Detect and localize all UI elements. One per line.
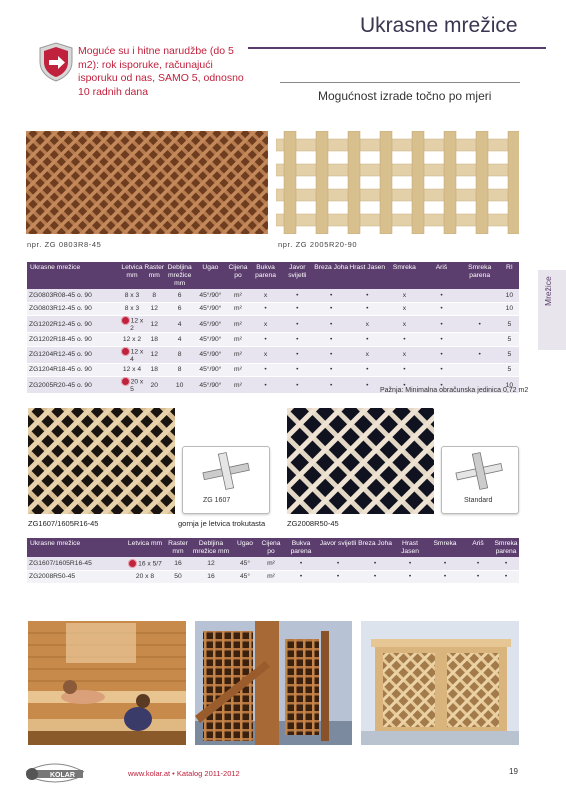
table-cell: ZG1202R18-45 o. 90 bbox=[27, 333, 120, 347]
table-cell: • bbox=[357, 557, 393, 570]
table-cell: 8 bbox=[165, 346, 195, 363]
table-cell bbox=[120, 377, 143, 394]
table-cell: • bbox=[423, 363, 459, 377]
table-cell: • bbox=[313, 289, 349, 302]
page-title: Ukrasne mrežice bbox=[360, 14, 518, 37]
table-row bbox=[27, 302, 519, 316]
table-cell: • bbox=[423, 289, 459, 302]
minimum-unit-note: Pažnja: Minimalna obračunska jedinica 0,72 m2 bbox=[380, 387, 529, 394]
table-cell: x bbox=[385, 289, 423, 302]
arrow-shield-icon bbox=[38, 42, 74, 82]
cell-value: 16 x 5/7 bbox=[138, 560, 162, 568]
column-header: Ariš bbox=[463, 538, 493, 557]
table-row bbox=[27, 557, 519, 570]
column-header: Cijena po bbox=[226, 262, 249, 289]
table-cell: • bbox=[460, 316, 500, 333]
table-cell: 12 bbox=[144, 302, 165, 316]
table-cell: • bbox=[423, 333, 459, 347]
side-tab bbox=[538, 270, 566, 350]
table-cell: • bbox=[313, 316, 349, 333]
table-cell: • bbox=[319, 570, 357, 584]
kolar-logo bbox=[22, 758, 88, 784]
table-cell: 45°/90° bbox=[195, 346, 227, 363]
lattice-photo-zg2008 bbox=[287, 408, 434, 514]
column-header: Raster mm bbox=[165, 538, 191, 557]
table-cell: • bbox=[250, 377, 282, 394]
table-cell: • bbox=[281, 302, 313, 316]
table-header-row bbox=[27, 262, 519, 289]
caption-zg0803: npr. ZG 0803R8-45 bbox=[27, 240, 102, 249]
table-cell: 45° bbox=[231, 557, 259, 570]
table-cell: • bbox=[349, 363, 385, 377]
table-cell: • bbox=[357, 570, 393, 584]
special-order-icon bbox=[128, 559, 137, 568]
table-cell bbox=[120, 346, 143, 363]
svg-text:KOLAR: KOLAR bbox=[50, 772, 75, 779]
table-cell: 45°/90° bbox=[195, 302, 227, 316]
table-cell: • bbox=[283, 557, 319, 570]
table-cell: 4 bbox=[165, 316, 195, 333]
table-cell: • bbox=[423, 377, 459, 394]
cell-value: 12 x 4 bbox=[130, 347, 144, 363]
table-cell: 16 bbox=[165, 557, 191, 570]
table-cell bbox=[460, 302, 500, 316]
table-cell bbox=[460, 363, 500, 377]
table-cell: 6 bbox=[165, 302, 195, 316]
page-subtitle: Mogućnost izrade točno po mjeri bbox=[318, 89, 492, 103]
table-cell: 45°/90° bbox=[195, 316, 227, 333]
caption-zg2008: ZG2008R50-45 bbox=[287, 519, 339, 528]
table-cell: x bbox=[385, 346, 423, 363]
table-cell: x bbox=[349, 316, 385, 333]
table-cell: • bbox=[423, 316, 459, 333]
staircase-photo bbox=[195, 621, 352, 745]
table-cell: x bbox=[385, 316, 423, 333]
table-cell: m² bbox=[226, 316, 249, 333]
cell-value: 20 x 5 bbox=[130, 378, 144, 393]
table-cell: • bbox=[281, 377, 313, 394]
table-cell: 8 x 3 bbox=[120, 289, 143, 302]
column-header: Hrast Jasen bbox=[393, 538, 427, 557]
table-row bbox=[27, 346, 519, 363]
table-cell: • bbox=[313, 333, 349, 347]
profile-label-zg1607: ZG 1607 bbox=[203, 497, 231, 504]
table-cell: • bbox=[281, 316, 313, 333]
table-cell: • bbox=[463, 557, 493, 570]
table-cell: 45°/90° bbox=[195, 333, 227, 347]
table-cell: • bbox=[393, 570, 427, 584]
special-order-icon bbox=[121, 316, 130, 325]
column-header: Raster mm bbox=[144, 262, 165, 289]
column-header: Smreka bbox=[427, 538, 463, 557]
table-cell: 10 bbox=[500, 289, 519, 302]
table-cell: 5 bbox=[500, 363, 519, 377]
table-cell: • bbox=[349, 377, 385, 394]
sauna-photo bbox=[28, 621, 186, 745]
table-cell: ZG1607/1605R16-45 bbox=[27, 557, 125, 570]
table-cell: m² bbox=[226, 333, 249, 347]
table-cell: • bbox=[349, 289, 385, 302]
table-cell: 18 bbox=[144, 363, 165, 377]
table-row bbox=[27, 316, 519, 333]
special-order-icon bbox=[121, 347, 130, 356]
table-cell: m² bbox=[226, 289, 249, 302]
table-cell: 8 x 3 bbox=[120, 302, 143, 316]
table-row bbox=[27, 570, 519, 584]
table-cell: • bbox=[427, 557, 463, 570]
column-header: Ariš bbox=[423, 262, 459, 289]
table-cell: ZG0803R08-45 o. 90 bbox=[27, 289, 120, 302]
table-cell bbox=[460, 333, 500, 347]
table-cell: ZG2008R50-45 bbox=[27, 570, 125, 584]
table-cell: m² bbox=[226, 377, 249, 394]
subtitle-rule bbox=[280, 82, 520, 83]
table-cell: 45°/90° bbox=[195, 289, 227, 302]
cell-value: 12 x 2 bbox=[130, 317, 144, 332]
table-cell: ZG0803R12-45 o. 90 bbox=[27, 302, 120, 316]
table-cell: m² bbox=[226, 346, 249, 363]
table-cell: 20 bbox=[144, 377, 165, 394]
table-cell: • bbox=[281, 289, 313, 302]
footer-link[interactable]: www.kolar.at • Katalog 2011-2012 bbox=[128, 769, 240, 778]
table-cell: • bbox=[283, 570, 319, 584]
column-header: Smreka bbox=[385, 262, 423, 289]
table-cell: • bbox=[385, 333, 423, 347]
table-cell: 12 x 2 bbox=[120, 333, 143, 347]
table-cell: m² bbox=[226, 302, 249, 316]
column-header: Breza Joha bbox=[357, 538, 393, 557]
table-cell: 18 bbox=[144, 333, 165, 347]
table-cell: 45° bbox=[231, 570, 259, 584]
column-header: Bukva parena bbox=[250, 262, 282, 289]
radiator-cover-photo bbox=[361, 621, 519, 745]
table-cell bbox=[460, 289, 500, 302]
column-header: Breza Joha bbox=[313, 262, 349, 289]
caption-triangular: gornja je letvica trokutasta bbox=[178, 519, 266, 528]
table-cell: 6 bbox=[165, 289, 195, 302]
table-cell: 20 x 8 bbox=[125, 570, 165, 584]
lattice-photo-zg0803 bbox=[26, 131, 268, 234]
table-cell: x bbox=[250, 346, 282, 363]
column-header: Ugao bbox=[231, 538, 259, 557]
lattice-photo-zg1607 bbox=[28, 408, 175, 514]
table-cell: x bbox=[250, 316, 282, 333]
table-cell: • bbox=[460, 346, 500, 363]
table-cell: 45°/90° bbox=[195, 377, 227, 394]
column-header: Cijena po bbox=[259, 538, 283, 557]
caption-zg2005: npr. ZG 2005R20-90 bbox=[278, 240, 358, 249]
table-cell: x bbox=[250, 289, 282, 302]
table-cell: • bbox=[393, 557, 427, 570]
table-cell: • bbox=[427, 570, 463, 584]
table-header-row bbox=[27, 538, 519, 557]
special-order-icon bbox=[121, 377, 130, 386]
table-cell: • bbox=[281, 333, 313, 347]
table-cell bbox=[120, 316, 143, 333]
profile-icon-zg1607 bbox=[182, 446, 270, 514]
table-cell: • bbox=[313, 346, 349, 363]
column-header: Ukrasne mrežice bbox=[27, 262, 120, 289]
table-cell: • bbox=[463, 570, 493, 584]
table-cell: • bbox=[313, 363, 349, 377]
table-cell: 10 bbox=[500, 302, 519, 316]
table-cell: • bbox=[423, 346, 459, 363]
lattice-table-2 bbox=[27, 538, 519, 584]
table-cell: 50 bbox=[165, 570, 191, 584]
column-header: Smreka parena bbox=[494, 540, 518, 555]
column-header: Ugao bbox=[195, 262, 227, 289]
table-cell: • bbox=[423, 302, 459, 316]
column-header: Bukva parena bbox=[283, 538, 319, 557]
column-header: Debljina mrežice mm bbox=[192, 540, 230, 555]
urgent-order-notice: Moguće su i hitne narudžbe (do 5 m2): rok isporuke, računajući isporuku od nas, SAMO 5, odnosno 10 radnih dana bbox=[78, 45, 244, 98]
table-cell: • bbox=[349, 333, 385, 347]
table-cell: • bbox=[349, 302, 385, 316]
column-header: Smreka parena bbox=[460, 262, 500, 289]
table-cell: 8 bbox=[144, 289, 165, 302]
lattice-table-1 bbox=[27, 262, 519, 394]
table-cell: 12 bbox=[144, 316, 165, 333]
column-header: Javor svijetli bbox=[281, 262, 313, 289]
table-cell: ZG2005R20-45 o. 90 bbox=[27, 377, 120, 394]
lattice-photo-zg2005 bbox=[276, 131, 519, 234]
column-header: Ukrasne mrežice bbox=[27, 538, 125, 557]
column-header: Hrast Jasen bbox=[349, 262, 385, 289]
table-cell: x bbox=[385, 302, 423, 316]
table-cell: • bbox=[281, 346, 313, 363]
column-header: Letvica mm bbox=[125, 538, 165, 557]
page-number: 19 bbox=[509, 767, 518, 776]
side-tab-label: Mrežice bbox=[543, 276, 553, 306]
table-cell bbox=[125, 557, 165, 570]
table-cell: • bbox=[250, 363, 282, 377]
table-cell: 5 bbox=[500, 333, 519, 347]
table-cell: m² bbox=[259, 557, 283, 570]
table-cell: 12 bbox=[144, 346, 165, 363]
table-cell: m² bbox=[259, 570, 283, 584]
table-cell: • bbox=[281, 363, 313, 377]
table-cell: • bbox=[313, 377, 349, 394]
table-cell: 12 bbox=[191, 557, 231, 570]
table-row bbox=[27, 363, 519, 377]
table-cell: • bbox=[493, 557, 519, 570]
table-cell: 5 bbox=[500, 346, 519, 363]
table-cell: • bbox=[319, 557, 357, 570]
table-cell: • bbox=[250, 333, 282, 347]
column-header: Debljina mrežice mm bbox=[165, 262, 195, 289]
table-cell: m² bbox=[226, 363, 249, 377]
table-cell: 8 bbox=[165, 363, 195, 377]
table-row bbox=[27, 333, 519, 347]
table-cell: • bbox=[313, 302, 349, 316]
table-cell: 12 x 4 bbox=[120, 363, 143, 377]
table-cell: x bbox=[349, 346, 385, 363]
table-cell: • bbox=[250, 302, 282, 316]
table-cell: 5 bbox=[500, 316, 519, 333]
table-cell: • bbox=[385, 377, 423, 394]
profile-label-standard: Standard bbox=[464, 497, 493, 504]
column-header: Letvica mm bbox=[120, 262, 143, 289]
table-cell: • bbox=[493, 570, 519, 584]
caption-zg1607: ZG1607/1605R16-45 bbox=[28, 519, 99, 528]
table-cell: • bbox=[385, 363, 423, 377]
table-cell: 10 bbox=[500, 377, 519, 394]
table-cell: ZG1204R18-45 o. 90 bbox=[27, 363, 120, 377]
column-header: Javor svijetli bbox=[319, 538, 357, 557]
title-rule bbox=[248, 47, 546, 49]
table-cell: 45°/90° bbox=[195, 363, 227, 377]
table-cell: 4 bbox=[165, 333, 195, 347]
table-row bbox=[27, 289, 519, 302]
table-cell: 16 bbox=[191, 570, 231, 584]
table-cell: ZG1204R12-45 o. 90 bbox=[27, 346, 120, 363]
table-cell: ZG1202R12-45 o. 90 bbox=[27, 316, 120, 333]
column-header: RI bbox=[500, 262, 519, 289]
profile-icon-standard bbox=[441, 446, 519, 514]
table-cell: 10 bbox=[165, 377, 195, 394]
